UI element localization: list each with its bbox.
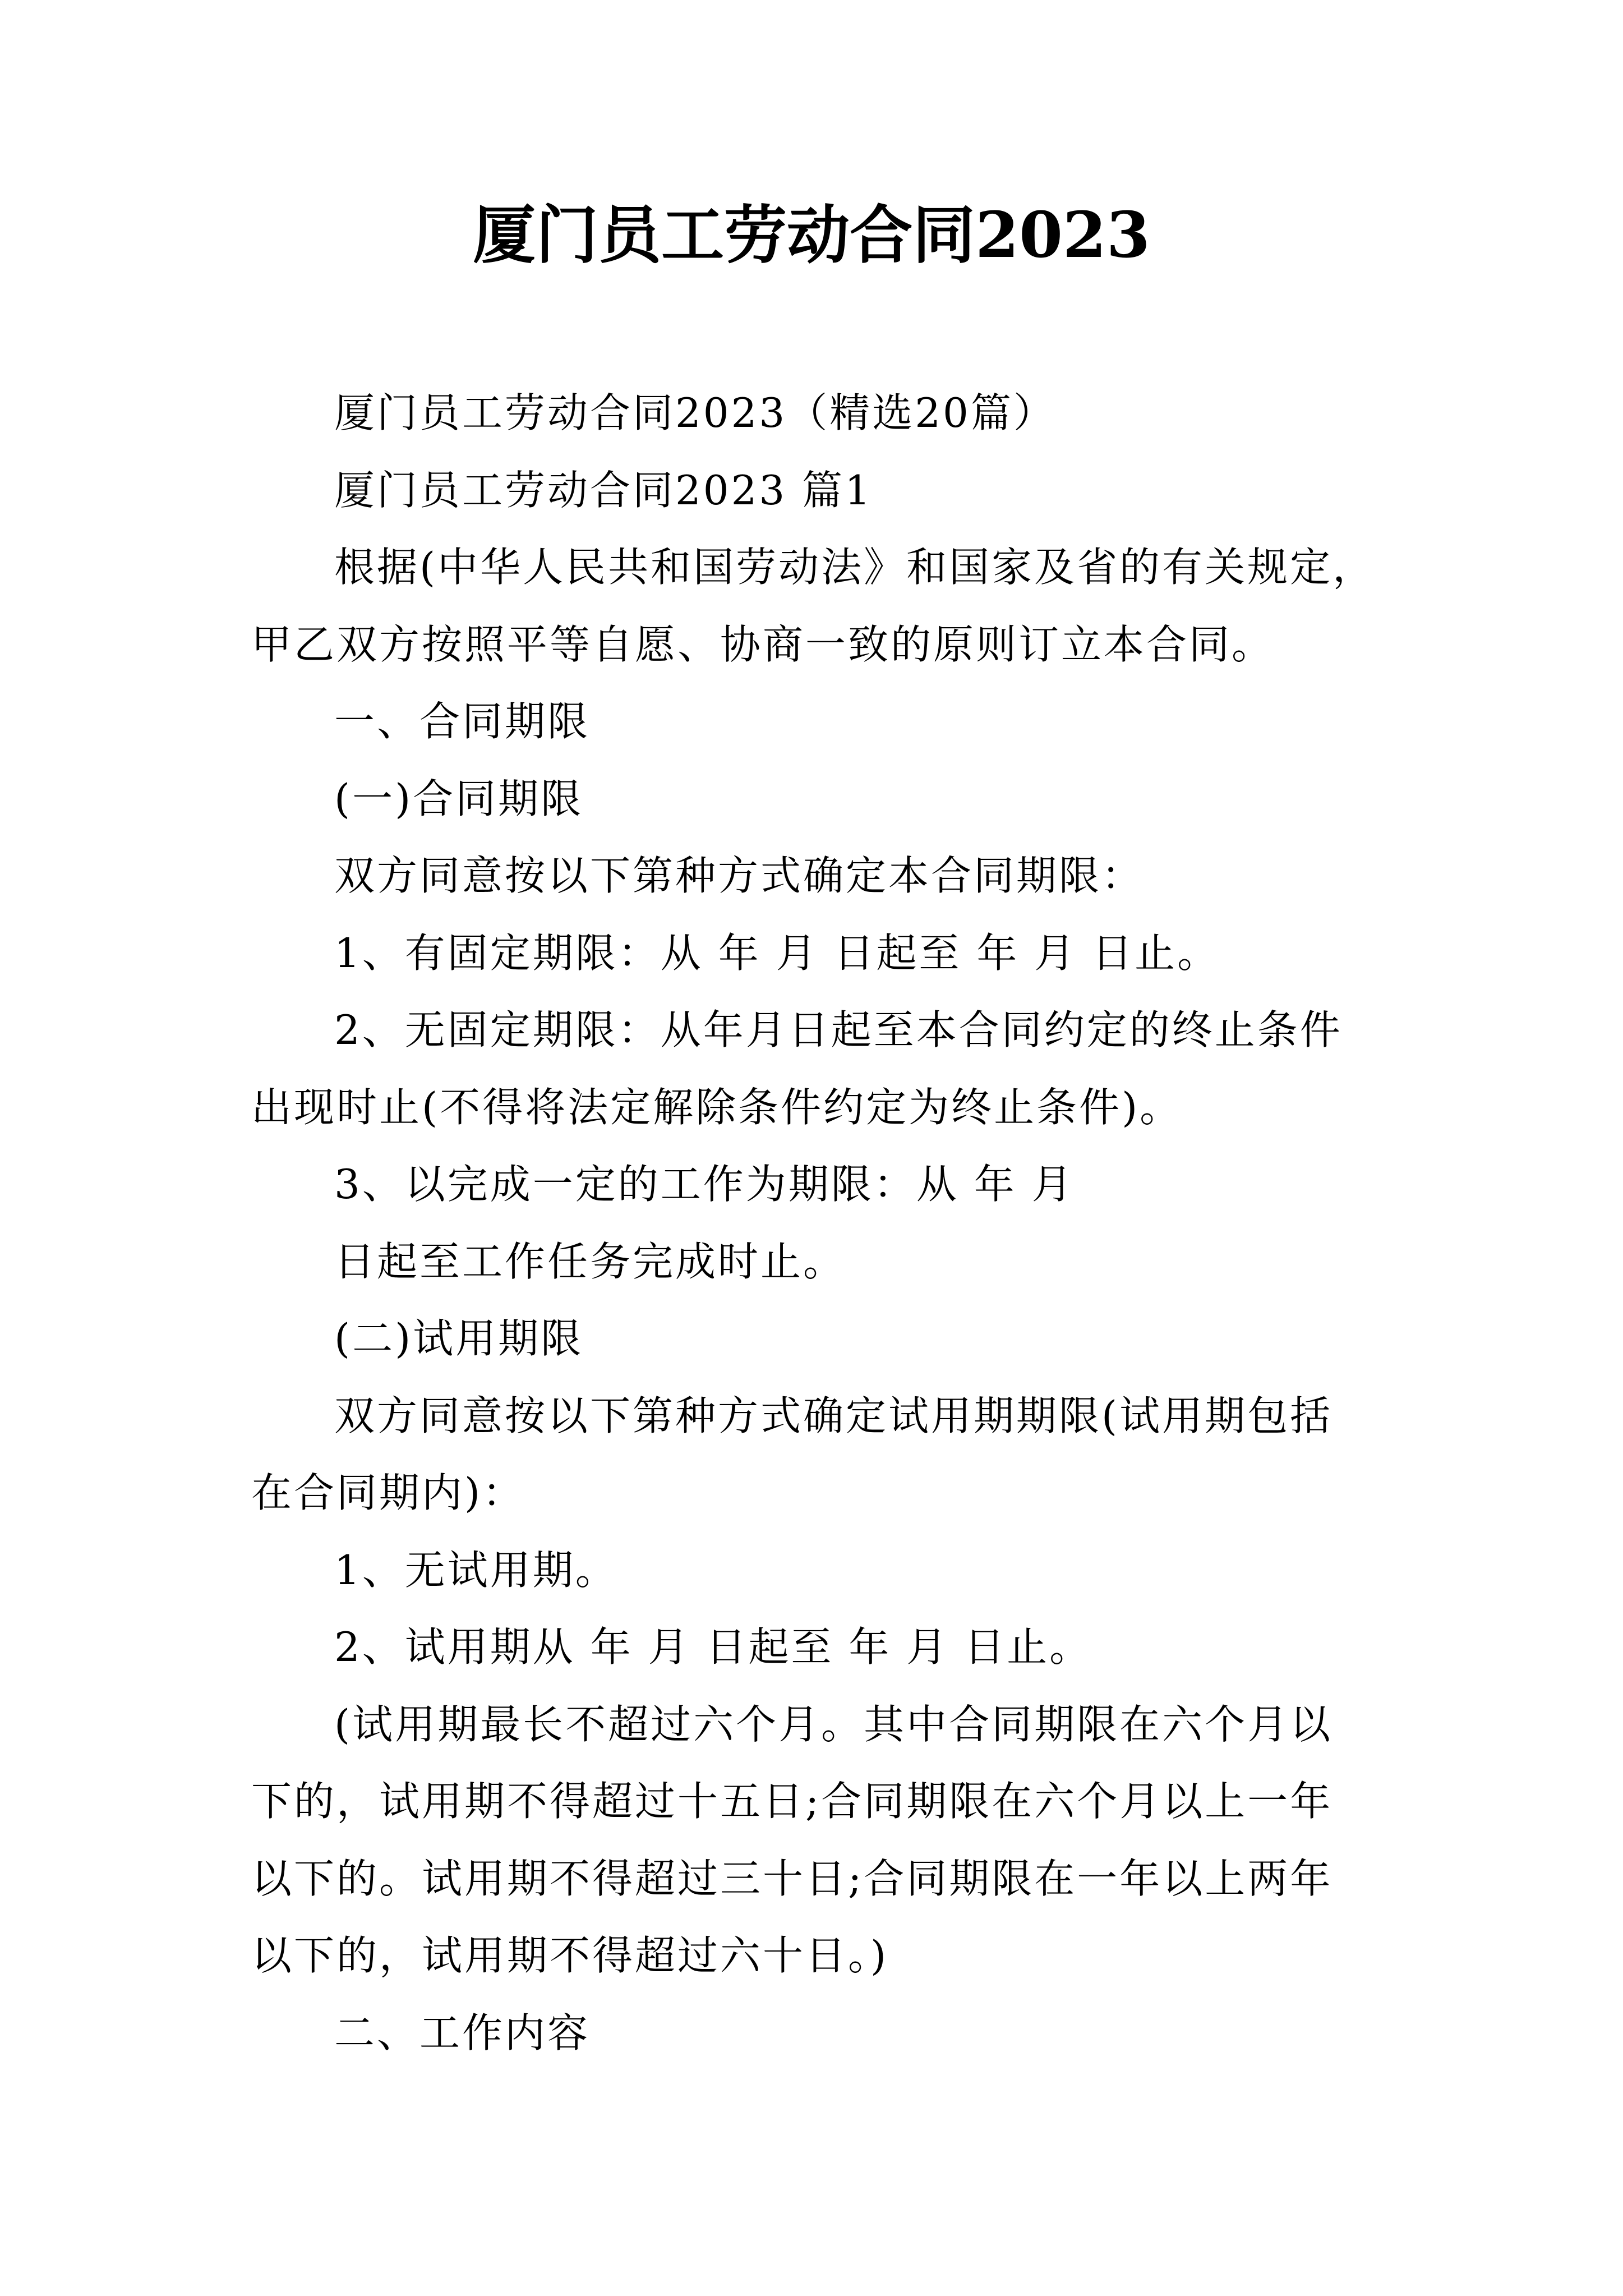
paragraph-line: 出现时止(不得将法定解除条件约定为终止条件)。 bbox=[251, 1083, 1183, 1131]
list-item: 3、以完成一定的工作为期限：从 年 月 bbox=[334, 1161, 1075, 1208]
document-title: 厦门员工劳动合同2023 bbox=[473, 199, 1150, 272]
document-body bbox=[251, 375, 1390, 2072]
clause-subheading: (一)合同期限 bbox=[334, 775, 584, 822]
clause-subheading: (二)试用期限 bbox=[334, 1315, 584, 1362]
paragraph-line: 根据(中华人民共和国劳动法》和国家及省的有关规定， bbox=[334, 544, 1376, 591]
subtitle-line: 厦门员工劳动合同2023（精选20篇） bbox=[334, 389, 1056, 436]
paragraph-line: 在合同期内)： bbox=[251, 1469, 525, 1516]
section-heading: 厦门员工劳动合同2023 篇1 bbox=[334, 466, 873, 514]
list-item: 2、无固定期限：从年月日起至本合同约定的终止条件 bbox=[334, 1006, 1343, 1053]
paragraph-line: 以下的。试用期不得超过三十日;合同期限在一年以上两年 bbox=[251, 1855, 1333, 1902]
paragraph-line: 甲乙双方按照平等自愿、协商一致的原则订立本合同。 bbox=[251, 620, 1275, 668]
paragraph-line: 以下的，试用期不得超过六十日。) bbox=[251, 1932, 889, 1979]
list-item: 1、有固定期限：从 年 月 日起至 年 月 日止。 bbox=[334, 929, 1220, 977]
clause-heading: 二、工作内容 bbox=[334, 2009, 591, 2056]
paragraph-line: 双方同意按以下第种方式确定本合同期限： bbox=[334, 852, 1145, 899]
paragraph-line: 下的，试用期不得超过十五日;合同期限在六个月以上一年 bbox=[251, 1778, 1333, 1825]
paragraph-line: 双方同意按以下第种方式确定试用期期限(试用期包括 bbox=[334, 1392, 1333, 1439]
paragraph-line: (试用期最长不超过六个月。其中合同期限在六个月以 bbox=[334, 1700, 1333, 1748]
list-item: 2、试用期从 年 月 日起至 年 月 日止。 bbox=[334, 1623, 1092, 1671]
list-item: 1、无试用期。 bbox=[334, 1546, 618, 1594]
clause-heading: 一、合同期限 bbox=[334, 698, 591, 745]
paragraph-line: 日起至工作任务完成时止。 bbox=[334, 1237, 846, 1285]
